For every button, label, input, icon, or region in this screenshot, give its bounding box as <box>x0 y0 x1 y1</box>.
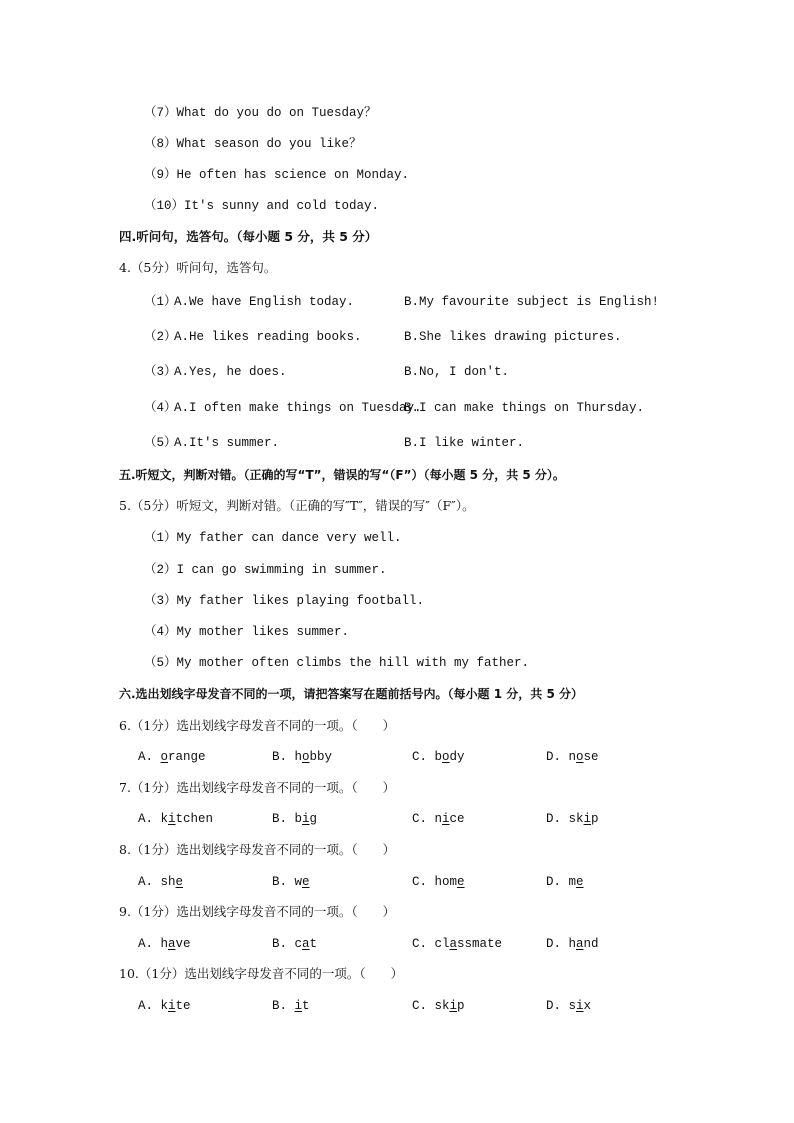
q8-option-a: A. she <box>138 875 184 889</box>
q5-item-2: （2）I can go swimming in summer. <box>144 563 387 577</box>
q4-item-4-option-b: B.I can make things on Thursday. <box>404 401 645 415</box>
underlined-letter: i <box>168 999 176 1013</box>
q5-item-1: （1）My father can dance very well. <box>144 531 402 545</box>
question-5-stem: 5.（5分）听短文，判断对错。（正确的写″T″，错误的写″（F″）。 <box>119 498 475 513</box>
underlined-letter: i <box>449 999 458 1013</box>
underlined-letter: a <box>449 937 458 951</box>
underlined-letter: e <box>302 875 310 889</box>
q9-option-a: A. have <box>138 937 191 951</box>
section-5-heading: 五.听短文，判断对错。（正确的写“T”，错误的写“（F”）（每小题 5 分，共 5 分）。 <box>119 468 565 482</box>
underlined-letter: o <box>160 750 169 764</box>
q4-item-4-num: （4） <box>144 401 177 415</box>
underlined-letter: i <box>302 812 310 826</box>
listening-item-10: （10）It's sunny and cold today. <box>144 199 380 213</box>
question-8-stem: 8.（1分）选出划线字母发音不同的一项。（ ） <box>119 842 396 857</box>
q4-item-1-option-a: A.We have English today. <box>174 295 355 309</box>
q5-item-3: （3）My father likes playing football. <box>144 594 425 608</box>
underlined-letter: i <box>294 999 303 1013</box>
q10-option-a: A. kite <box>138 999 191 1013</box>
underlined-letter: o <box>442 750 450 764</box>
q10-option-b: B. it <box>272 999 310 1013</box>
listening-item-9: （9）He often has science on Monday. <box>144 168 410 182</box>
q4-item-3-num: （3） <box>144 365 177 379</box>
q9-option-d: D. hand <box>546 937 599 951</box>
q4-item-2-option-b: B.She likes drawing pictures. <box>404 330 622 344</box>
question-7-stem: 7.（1分）选出划线字母发音不同的一项。（ ） <box>119 780 396 795</box>
question-9-stem: 9.（1分）选出划线字母发音不同的一项。（ ） <box>119 904 396 919</box>
q7-option-d: D. skip <box>546 812 599 826</box>
q4-item-1-option-b: B.My favourite subject is English! <box>404 295 660 309</box>
underlined-letter: i <box>168 812 176 826</box>
q6-option-c: C. body <box>412 750 465 764</box>
q10-option-d: D. six <box>546 999 592 1013</box>
listening-item-8: （8）What season do you like？ <box>144 137 362 151</box>
underlined-letter: i <box>576 999 584 1013</box>
q4-item-5-option-b: B.I like winter. <box>404 436 525 450</box>
q8-option-d: D. me <box>546 875 584 889</box>
q8-option-b: B. we <box>272 875 310 889</box>
q4-item-1-num: （1） <box>144 295 177 309</box>
q9-option-b: B. cat <box>272 937 318 951</box>
underlined-letter: a <box>168 937 176 951</box>
question-10-stem: 10.（1分）选出划线字母发音不同的一项。（ ） <box>119 966 404 981</box>
section-4-heading: 四.听问句，选答句。（每小题 5 分，共 5 分） <box>119 229 378 244</box>
underlined-letter: o <box>302 750 310 764</box>
question-4-stem: 4.（5分）听问句，选答句。 <box>119 260 277 275</box>
underlined-letter: e <box>576 875 584 889</box>
q4-item-5-num: （5） <box>144 436 177 450</box>
underlined-letter: o <box>576 750 584 764</box>
question-6-stem: 6.（1分）选出划线字母发音不同的一项。（ ） <box>119 718 396 733</box>
underlined-letter: e <box>175 875 184 889</box>
q4-item-2-option-a: A.He likes reading books. <box>174 330 362 344</box>
underlined-letter: a <box>576 937 584 951</box>
q4-item-4-option-a: A.I often make things on Tuesday. <box>174 401 422 415</box>
listening-item-7: （7）What do you do on Tuesday？ <box>144 106 377 120</box>
q6-option-b: B. hobby <box>272 750 333 764</box>
q7-option-c: C. nice <box>412 812 465 826</box>
section-6-heading: 六.选出划线字母发音不同的一项，请把答案写在题前括号内。（每小题 1 分，共 5 分） <box>119 687 583 701</box>
q4-item-2-num: （2） <box>144 330 177 344</box>
underlined-letter: a <box>302 937 310 951</box>
q6-option-d: D. nose <box>546 750 599 764</box>
q7-option-b: B. big <box>272 812 318 826</box>
q9-option-c: C. classmate <box>412 937 503 951</box>
q5-item-5: （5）My mother often climbs the hill with my father. <box>144 656 530 670</box>
underlined-letter: e <box>457 875 465 889</box>
q8-option-c: C. home <box>412 875 465 889</box>
q4-item-3-option-b: B.No, I don't. <box>404 365 510 379</box>
q4-item-3-option-a: A.Yes, he does. <box>174 365 287 379</box>
q5-item-4: （4）My mother likes summer. <box>144 625 350 639</box>
q6-option-a: A. orange <box>138 750 206 764</box>
q4-item-5-option-a: A.It's summer. <box>174 436 280 450</box>
underlined-letter: i <box>442 812 450 826</box>
underlined-letter: i <box>583 812 592 826</box>
q10-option-c: C. skip <box>412 999 465 1013</box>
q7-option-a: A. kitchen <box>138 812 214 826</box>
